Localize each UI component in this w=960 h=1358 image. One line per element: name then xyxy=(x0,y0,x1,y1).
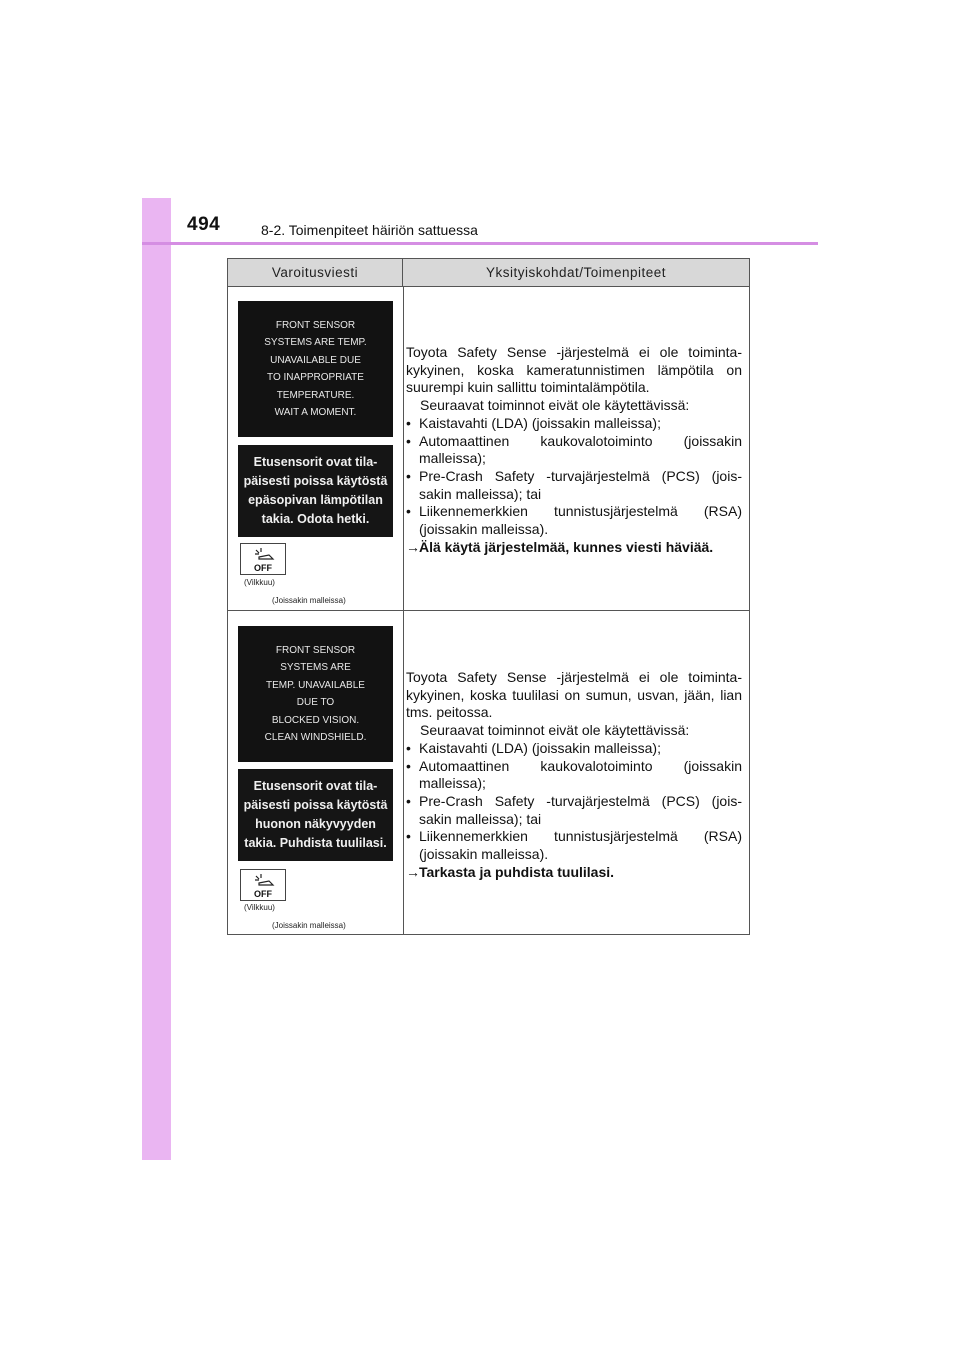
list-item: • Pre-Crash Safety -turvajärjestelmä (PCS) (jois-sakin malleissa); tai xyxy=(406,792,742,827)
list-item: • Kaistavahti (LDA) (joissakin malleissa); xyxy=(406,414,661,431)
display-screen-finnish: Etusensorit ovat tila- päisesti poissa käytöstä huonon näkyvyyden takia. Puhdista tuulilasi. xyxy=(238,769,393,861)
list-item: • Pre-Crash Safety -turvajärjestelmä (PCS) (jois-sakin malleissa); tai xyxy=(406,467,742,502)
models-note: (Joissakin malleissa) xyxy=(272,596,346,605)
list-item: • Liikennemerkkien tunnistusjärjestelmä (RSA) (joissakin malleissa). xyxy=(406,503,742,538)
page-number: 494 xyxy=(187,214,221,235)
pcs-off-warning-icon xyxy=(240,543,286,575)
models-note: (Joissakin malleissa) xyxy=(272,921,346,930)
header-rule xyxy=(142,242,818,245)
warning-message-table xyxy=(227,258,750,935)
section-title: 8-2. Toimenpiteet häiriön sattuessa xyxy=(261,222,478,238)
svg-text:OFF: OFF xyxy=(254,889,272,899)
list-item: • Automaattinen kaukovalotoiminto (joissakin malleissa); xyxy=(406,432,742,467)
display-screen-finnish: Etusensorit ovat tila- päisesti poissa käytöstä epäsopivan lämpötilan takia. Odota hetki. xyxy=(238,445,393,537)
unavailable-intro: Seuraavat toiminnot eivät ole käytettävissä: xyxy=(420,722,690,739)
details-intro: Toyota Safety Sense -järjestelmä ei ole toiminta-kykyinen, koska kameratunnistimen lämpötila on suurempi kuin sallittu toimintalämpötila. xyxy=(406,344,742,396)
pcs-off-warning-icon xyxy=(240,869,286,901)
column-header-details: Yksityiskohdat/Toimenpiteet xyxy=(403,259,749,287)
details-text xyxy=(406,344,742,556)
blink-note: (Vilkkuu) xyxy=(244,578,275,587)
blink-note: (Vilkkuu) xyxy=(244,903,275,912)
action-instruction: → Tarkasta ja puhdista tuulilasi. xyxy=(406,863,615,880)
action-instruction: → Älä käytä järjestelmää, kunnes viesti häviää. xyxy=(406,538,714,555)
display-screen-english: FRONT SENSOR SYSTEMS ARE TEMP. UNAVAILABLE DUE TO INAPPROPRIATE TEMPERATURE. WAIT A MOMENT. xyxy=(238,301,393,437)
unavailable-intro: Seuraavat toiminnot eivät ole käytettävissä: xyxy=(420,397,690,414)
list-item: • Kaistavahti (LDA) (joissakin malleissa); xyxy=(406,739,661,756)
display-screen-english: FRONT SENSOR SYSTEMS ARE TEMP. UNAVAILABLE DUE TO BLOCKED VISION. CLEAN WINDSHIELD. xyxy=(238,626,393,762)
svg-text:OFF: OFF xyxy=(254,563,272,573)
list-item: • Liikennemerkkien tunnistusjärjestelmä (RSA) (joissakin malleissa). xyxy=(406,828,742,863)
details-intro: Toyota Safety Sense -järjestelmä ei ole toiminta-kykyinen, koska tuulilasi on sumun, usvan, jään, lian tms. peitossa. xyxy=(406,669,742,721)
details-text xyxy=(406,669,742,881)
column-header-message: Varoitusviesti xyxy=(228,259,403,287)
side-color-strip xyxy=(142,198,171,1160)
row-divider xyxy=(228,610,749,611)
list-item: • Automaattinen kaukovalotoiminto (joissakin malleissa); xyxy=(406,757,742,792)
